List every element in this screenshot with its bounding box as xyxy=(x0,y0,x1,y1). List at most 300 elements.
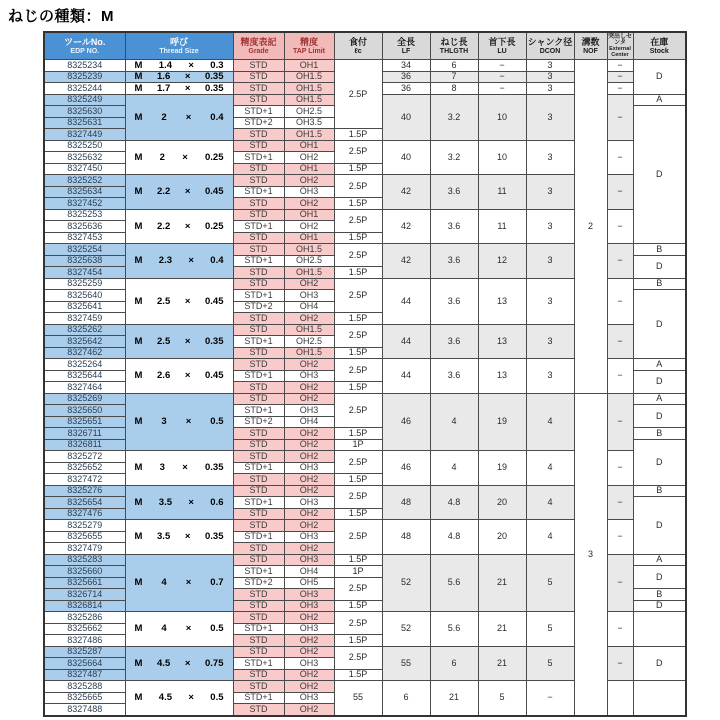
edp-cell: 8325279 xyxy=(44,520,125,532)
edp-cell: 8325262 xyxy=(44,324,125,336)
thread-size-part: × xyxy=(184,335,191,347)
edp-cell: 8325632 xyxy=(44,152,125,164)
edp-cell: 8325264 xyxy=(44,359,125,371)
neck-length-cell: 10 xyxy=(478,140,526,175)
grade-cell: STD xyxy=(233,267,284,279)
chamfer-length-cell: 1P xyxy=(334,439,382,451)
thread-size-part: M xyxy=(134,220,143,232)
edp-cell: 8325664 xyxy=(44,658,125,670)
chamfer-length-cell: 1.5P xyxy=(334,508,382,520)
overall-length-cell: 48 xyxy=(382,485,430,520)
overall-length-cell: 44 xyxy=(382,359,430,394)
edp-cell: 8325652 xyxy=(44,462,125,474)
tap-limit-cell: OH4 xyxy=(284,566,334,578)
stock-cell xyxy=(607,681,633,716)
header-thread-size: 呼び Thread Size xyxy=(125,32,233,60)
edp-cell: 8327487 xyxy=(44,669,125,681)
tap-limit-cell: OH2.5 xyxy=(284,106,334,118)
table-row xyxy=(44,60,686,72)
grade-cell: STD xyxy=(233,704,284,716)
thread-size-part: M xyxy=(134,71,143,83)
grade-cell: STD+1 xyxy=(233,186,284,198)
thread-size-cell xyxy=(125,83,233,95)
edp-cell: 8326711 xyxy=(44,428,125,440)
tap-limit-cell: OH2 xyxy=(284,175,334,187)
thread-size-part: × xyxy=(184,657,191,669)
thread-size-cell xyxy=(125,209,233,244)
tap-limit-cell: OH2 xyxy=(284,612,334,624)
thread-length-cell: 3.6 xyxy=(430,209,478,244)
tap-limit-cell: OH3 xyxy=(284,589,334,601)
edp-cell: 8325272 xyxy=(44,451,125,463)
edp-cell: 8327476 xyxy=(44,508,125,520)
thread-size-part: 2.6 xyxy=(157,370,171,382)
thread-length-cell: 5.6 xyxy=(430,612,478,647)
neck-length-cell: 13 xyxy=(478,324,526,359)
tap-limit-cell: OH1.5 xyxy=(284,94,334,106)
grade-cell: STD+2 xyxy=(233,416,284,428)
external-center-cell: − xyxy=(607,175,633,210)
thread-size-part: 0.5 xyxy=(210,692,224,704)
external-center-cell: − xyxy=(607,520,633,555)
thread-size-cell xyxy=(125,612,233,647)
neck-length-cell: 13 xyxy=(478,359,526,394)
chamfer-length-cell: 2.5P xyxy=(334,577,382,600)
chamfer-length-cell: 2.5P xyxy=(334,520,382,555)
tap-limit-cell: OH5 xyxy=(284,577,334,589)
tap-limit-cell: OH2 xyxy=(284,485,334,497)
chamfer-length-cell: 1.5P xyxy=(334,635,382,647)
flutes-cell: 3 xyxy=(574,393,607,716)
edp-cell: 8327486 xyxy=(44,635,125,647)
grade-cell: STD xyxy=(233,543,284,555)
overall-length-cell: 34 xyxy=(382,60,430,72)
edp-cell: 8327453 xyxy=(44,232,125,244)
shank-dia-cell: 5 xyxy=(526,554,574,612)
external-center-cell: − xyxy=(607,485,633,520)
thread-size-part: × xyxy=(184,370,191,382)
chamfer-length-cell: 1.5P xyxy=(334,129,382,141)
tap-limit-cell: OH3 xyxy=(284,554,334,566)
tap-limit-cell: OH1.5 xyxy=(284,267,334,279)
tap-limit-cell: OH3 xyxy=(284,497,334,509)
tap-limit-cell: OH2 xyxy=(284,313,334,325)
tap-limit-cell: OH1 xyxy=(284,232,334,244)
thread-size-part: 0.3 xyxy=(210,59,224,71)
thread-length-cell: 8 xyxy=(430,83,478,95)
stock-cell: B xyxy=(633,278,686,290)
tap-limit-cell: OH3 xyxy=(284,623,334,635)
thread-size-part: × xyxy=(184,71,191,83)
tap-limit-cell: OH2 xyxy=(284,221,334,233)
grade-cell: STD xyxy=(233,554,284,566)
grade-cell: STD+1 xyxy=(233,336,284,348)
neck-length-cell: 20 xyxy=(478,485,526,520)
thread-size-part: × xyxy=(185,623,192,635)
header-row xyxy=(44,32,686,60)
thread-size-part: 0.35 xyxy=(204,71,224,83)
neck-length-cell: − xyxy=(478,60,526,72)
stock-cell: A xyxy=(633,359,686,371)
external-center-cell: − xyxy=(607,60,633,72)
tap-limit-cell: OH2 xyxy=(284,393,334,405)
thread-size-part: × xyxy=(185,577,192,589)
header-grade: 精度表記 Grade xyxy=(233,32,284,60)
thread-size-part: 0.45 xyxy=(204,370,224,382)
grade-cell: STD xyxy=(233,324,284,336)
edp-cell: 8325276 xyxy=(44,485,125,497)
thread-size-part: M xyxy=(134,531,143,543)
thread-size-part: 0.5 xyxy=(210,623,224,635)
thread-size-cell xyxy=(125,140,233,175)
stock-cell: D xyxy=(633,566,686,589)
stock-cell xyxy=(633,612,686,647)
external-center-cell: − xyxy=(607,612,633,647)
thread-size-part: 0.35 xyxy=(204,82,224,94)
edp-cell: 8326814 xyxy=(44,600,125,612)
thread-length-cell: 4.8 xyxy=(430,485,478,520)
tap-limit-cell: OH1.5 xyxy=(284,71,334,83)
thread-size-part: 0.6 xyxy=(210,496,224,508)
neck-length-cell: 21 xyxy=(478,612,526,647)
external-center-cell: − xyxy=(607,83,633,95)
thread-size-part: × xyxy=(184,295,191,307)
overall-length-cell: 55 xyxy=(382,646,430,681)
edp-cell: 8325654 xyxy=(44,497,125,509)
thread-size-part: 1.4 xyxy=(158,59,172,71)
external-center-cell: − xyxy=(607,278,633,324)
grade-cell: STD+1 xyxy=(233,370,284,382)
chamfer-length-cell: 2.5P xyxy=(334,393,382,428)
thread-size-part: 3 xyxy=(159,462,165,474)
tap-limit-cell: OH1.5 xyxy=(284,129,334,141)
neck-length-cell: 19 xyxy=(478,451,526,486)
grade-cell: STD+1 xyxy=(233,106,284,118)
thread-length-cell: 7 xyxy=(430,71,478,83)
shank-dia-cell: 3 xyxy=(526,71,574,83)
overall-length-cell: 44 xyxy=(382,324,430,359)
chamfer-length-cell: 2.5P xyxy=(334,175,382,198)
thread-size-part: 0.5 xyxy=(210,416,224,428)
shank-dia-cell: 5 xyxy=(526,646,574,681)
thread-size-part: × xyxy=(185,416,192,428)
thread-size-part: 0.35 xyxy=(204,335,224,347)
chamfer-length-cell: 1.5P xyxy=(334,232,382,244)
stock-cell: B xyxy=(633,485,686,497)
tap-limit-cell: OH2 xyxy=(284,439,334,451)
external-center-cell: − xyxy=(607,451,633,486)
chamfer-length-cell: 1P xyxy=(334,566,382,578)
tap-limit-cell: OH2 xyxy=(284,669,334,681)
shank-dia-cell: 3 xyxy=(526,60,574,72)
thread-size-part: 2.5 xyxy=(157,295,171,307)
thread-length-cell: 4 xyxy=(430,451,478,486)
shank-dia-cell: 3 xyxy=(526,94,574,140)
edp-cell: 8325259 xyxy=(44,278,125,290)
grade-cell: STD xyxy=(233,71,284,83)
overall-length-cell: 44 xyxy=(382,278,430,324)
overall-length-cell: 42 xyxy=(382,209,430,244)
grade-cell: STD xyxy=(233,198,284,210)
tap-limit-cell: OH3 xyxy=(284,405,334,417)
overall-length-cell: 40 xyxy=(382,140,430,175)
stock-cell: A xyxy=(633,393,686,405)
grade-cell: STD xyxy=(233,520,284,532)
thread-size-part: M xyxy=(134,657,143,669)
table-row xyxy=(44,393,686,405)
edp-cell: 8325638 xyxy=(44,255,125,267)
chamfer-length-cell: 2.5P xyxy=(334,140,382,163)
chamfer-length-cell: 2.5P xyxy=(334,324,382,347)
thread-size-cell xyxy=(125,554,233,612)
tap-limit-cell: OH1.5 xyxy=(284,83,334,95)
thread-length-cell: 3.2 xyxy=(430,140,478,175)
header-dcon: シャンク径 DCON xyxy=(526,32,574,60)
grade-cell: STD+2 xyxy=(233,577,284,589)
thread-size-part: × xyxy=(184,220,191,232)
tap-limit-cell: OH2 xyxy=(284,646,334,658)
shank-dia-cell: 4 xyxy=(526,485,574,520)
grade-cell: STD xyxy=(233,83,284,95)
edp-cell: 8327450 xyxy=(44,163,125,175)
shank-dia-cell: 5 xyxy=(526,612,574,647)
shank-dia-cell: 3 xyxy=(526,209,574,244)
chamfer-length-cell: 1.5P xyxy=(334,267,382,279)
thread-size-cell xyxy=(125,60,233,72)
grade-cell: STD xyxy=(233,382,284,394)
header-tap-limit: 精度 TAP Limit xyxy=(284,32,334,60)
shank-dia-cell: 4 xyxy=(526,393,574,451)
thread-length-cell: 5.6 xyxy=(430,554,478,612)
thread-size-part: 4 xyxy=(161,623,167,635)
thread-size-part: M xyxy=(134,255,143,267)
header-lu: 首下長 LU xyxy=(478,32,526,60)
tap-limit-cell: OH2 xyxy=(284,152,334,164)
chamfer-length-cell: 1.5P xyxy=(334,669,382,681)
thread-size-part: 2.2 xyxy=(157,220,171,232)
grade-cell: STD xyxy=(233,393,284,405)
grade-cell: STD xyxy=(233,474,284,486)
grade-cell: STD xyxy=(233,129,284,141)
edp-cell: 8325269 xyxy=(44,393,125,405)
stock-cell: D xyxy=(633,290,686,359)
grade-cell: STD xyxy=(233,60,284,72)
neck-length-cell: 12 xyxy=(478,244,526,279)
edp-cell: 8325665 xyxy=(44,692,125,704)
thread-length-cell: 6 xyxy=(430,60,478,72)
external-center-cell: − xyxy=(607,94,633,140)
stock-cell: D xyxy=(633,497,686,555)
grade-cell: STD xyxy=(233,508,284,520)
chamfer-length-cell: 1.5P xyxy=(334,163,382,175)
page-title: ねじの種類：M xyxy=(8,8,114,25)
thread-size-part: 2.5 xyxy=(157,335,171,347)
thread-size-cell xyxy=(125,520,233,555)
edp-cell: 8325640 xyxy=(44,290,125,302)
overall-length-cell: 42 xyxy=(382,175,430,210)
thread-size-part: 0.4 xyxy=(210,111,224,123)
thread-size-part: × xyxy=(184,186,191,198)
grade-cell: STD+1 xyxy=(233,221,284,233)
edp-cell: 8325253 xyxy=(44,209,125,221)
overall-length-cell: 55 xyxy=(334,681,382,716)
neck-length-cell: 21 xyxy=(430,681,478,716)
tap-limit-cell: OH1 xyxy=(284,140,334,152)
neck-length-cell: 20 xyxy=(478,520,526,555)
thread-size-cell xyxy=(125,681,233,716)
neck-length-cell: − xyxy=(478,71,526,83)
neck-length-cell: 19 xyxy=(478,393,526,451)
thread-size-cell xyxy=(125,244,233,279)
thread-size-part: 2.2 xyxy=(157,186,171,198)
thread-size-part: M xyxy=(134,623,143,635)
chamfer-length-cell: 2.5P xyxy=(334,359,382,382)
thread-size-part: M xyxy=(134,462,143,474)
thread-length-cell: 3.6 xyxy=(430,175,478,210)
grade-cell: STD xyxy=(233,209,284,221)
grade-cell: STD xyxy=(233,589,284,601)
thread-size-part: × xyxy=(182,151,188,163)
thread-size-part: 0.45 xyxy=(204,186,224,198)
chamfer-length-cell: 1.5P xyxy=(334,313,382,325)
thread-size-part: 3 xyxy=(161,416,167,428)
grade-cell: STD xyxy=(233,163,284,175)
external-center-cell: − xyxy=(526,681,574,716)
thread-length-cell: 4.8 xyxy=(430,520,478,555)
edp-cell: 8325286 xyxy=(44,612,125,624)
grade-cell: STD+2 xyxy=(233,117,284,129)
tap-limit-cell: OH3 xyxy=(284,462,334,474)
external-center-cell: − xyxy=(607,71,633,83)
chamfer-length-cell: 2.5P xyxy=(334,209,382,232)
tap-limit-cell: OH3 xyxy=(284,370,334,382)
tap-limit-cell: OH2 xyxy=(284,508,334,520)
grade-cell: STD+1 xyxy=(233,290,284,302)
thread-size-part: 0.45 xyxy=(204,295,224,307)
tap-limit-cell: OH4 xyxy=(284,416,334,428)
tap-limit-cell: OH3 xyxy=(284,692,334,704)
edp-cell: 8327464 xyxy=(44,382,125,394)
neck-length-cell: 21 xyxy=(478,646,526,681)
shank-dia-cell: 3 xyxy=(526,140,574,175)
shank-dia-cell: 4 xyxy=(526,451,574,486)
thread-length-cell: 6 xyxy=(430,646,478,681)
edp-cell: 8325254 xyxy=(44,244,125,256)
edp-cell: 8327472 xyxy=(44,474,125,486)
stock-cell: A xyxy=(633,554,686,566)
thread-size-part: M xyxy=(134,335,143,347)
thread-length-cell: 3.6 xyxy=(430,359,478,394)
external-center-cell: − xyxy=(607,244,633,279)
overall-length-cell: 46 xyxy=(382,393,430,451)
grade-cell: STD xyxy=(233,313,284,325)
thread-size-part: 0.7 xyxy=(210,577,224,589)
thread-size-part: 4.5 xyxy=(158,692,172,704)
tap-limit-cell: OH2 xyxy=(284,198,334,210)
thread-length-cell: 6 xyxy=(382,681,430,716)
tap-limit-cell: OH3.5 xyxy=(284,117,334,129)
edp-cell: 8325650 xyxy=(44,405,125,417)
edp-cell: 8327454 xyxy=(44,267,125,279)
thread-size-part: M xyxy=(134,186,143,198)
edp-cell: 8325661 xyxy=(44,577,125,589)
grade-cell: STD+1 xyxy=(233,566,284,578)
edp-cell: 8325642 xyxy=(44,336,125,348)
thread-length-cell: 3.6 xyxy=(430,278,478,324)
thread-size-part: 0.35 xyxy=(204,462,224,474)
header-stock: 在庫 Stock xyxy=(633,32,686,60)
overall-length-cell: 48 xyxy=(382,520,430,555)
grade-cell: STD xyxy=(233,681,284,693)
overall-length-cell: 52 xyxy=(382,612,430,647)
grade-cell: STD+1 xyxy=(233,255,284,267)
tap-limit-cell: OH1 xyxy=(284,60,334,72)
tap-limit-cell: OH1 xyxy=(284,163,334,175)
edp-cell: 8327452 xyxy=(44,198,125,210)
external-center-cell: − xyxy=(607,393,633,451)
thread-size-cell xyxy=(125,359,233,394)
grade-cell: STD xyxy=(233,635,284,647)
stock-cell: B xyxy=(633,244,686,256)
grade-cell: STD+1 xyxy=(233,658,284,670)
tap-limit-cell: OH2 xyxy=(284,278,334,290)
tap-limit-cell: OH3 xyxy=(284,600,334,612)
grade-cell: STD xyxy=(233,278,284,290)
grade-cell: STD+2 xyxy=(233,301,284,313)
thread-length-cell: 3.2 xyxy=(430,94,478,140)
tap-limit-cell: OH4 xyxy=(284,301,334,313)
thread-size-part: × xyxy=(184,82,191,94)
thread-size-part: × xyxy=(188,255,194,267)
thread-size-part: × xyxy=(188,59,194,71)
grade-cell: STD+1 xyxy=(233,531,284,543)
tap-limit-cell: OH2 xyxy=(284,474,334,486)
grade-cell: STD xyxy=(233,94,284,106)
tap-limit-cell: OH3 xyxy=(284,186,334,198)
shank-dia-cell: 3 xyxy=(526,278,574,324)
grade-cell: STD xyxy=(233,359,284,371)
thread-size-part: M xyxy=(134,59,143,71)
thread-size-part: 3.5 xyxy=(158,496,172,508)
grade-cell: STD+1 xyxy=(233,692,284,704)
neck-length-cell: − xyxy=(478,83,526,95)
tap-limit-cell: OH2 xyxy=(284,543,334,555)
shank-dia-cell: 3 xyxy=(526,175,574,210)
edp-cell: 8325651 xyxy=(44,416,125,428)
stock-cell: D xyxy=(633,255,686,278)
thread-size-part: × xyxy=(188,692,194,704)
grade-cell: STD xyxy=(233,175,284,187)
chamfer-length-cell: 2.5P xyxy=(334,278,382,313)
grade-cell: STD xyxy=(233,244,284,256)
edp-cell: 8327449 xyxy=(44,129,125,141)
edp-cell: 8325630 xyxy=(44,106,125,118)
external-center-cell: − xyxy=(607,324,633,359)
thread-size-part: 2 xyxy=(159,151,165,163)
chamfer-length-cell: 1.5P xyxy=(334,347,382,359)
thread-size-cell xyxy=(125,324,233,359)
tap-limit-cell: OH3 xyxy=(284,290,334,302)
thread-size-part: M xyxy=(134,370,143,382)
edp-cell: 8325234 xyxy=(44,60,125,72)
edp-cell: 8325287 xyxy=(44,646,125,658)
spec-table xyxy=(43,31,687,717)
grade-cell: STD xyxy=(233,439,284,451)
shank-dia-cell: 3 xyxy=(526,359,574,394)
grade-cell: STD xyxy=(233,485,284,497)
edp-cell: 8327459 xyxy=(44,313,125,325)
stock-cell: D xyxy=(633,370,686,393)
